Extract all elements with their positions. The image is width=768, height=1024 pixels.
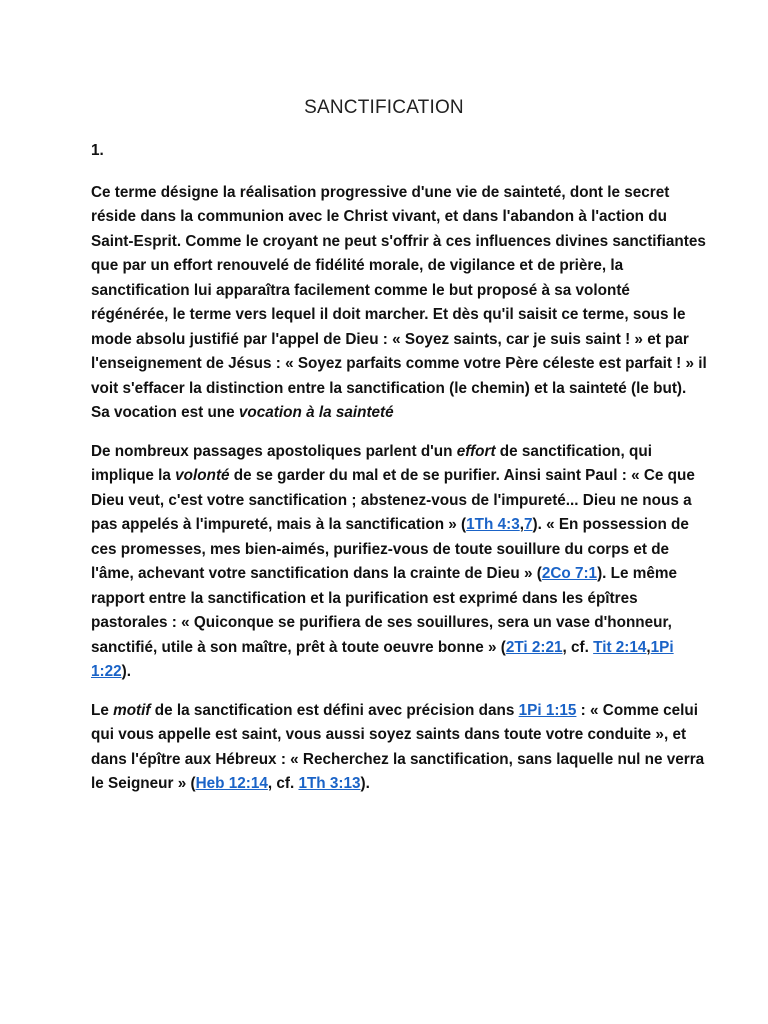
emphasis-effort: effort bbox=[456, 442, 496, 460]
paragraph-2-text-a: De nombreux passages apostoliques parlent d'un bbox=[91, 442, 457, 460]
ref-link-1th-3-13[interactable]: 1Th 3:13 bbox=[298, 775, 361, 792]
paragraph-2-text-d: ). « En possession de ces promesses, mes bien-aimés, purifiez-vous de toute souillure du corps et de l'âme, achevant votre sanctification dans la crainte de Dieu » ( bbox=[91, 516, 689, 582]
paragraph-2-text-c: de se garder du mal et de se purifier. Ainsi saint Paul : « Ce que Dieu veut, c'est votre sanctification ; abstenez-vous de l'impureté... Dieu ne nous a pas appelés à l'impureté, mais à la sanctification » ( bbox=[91, 467, 695, 533]
section-number: 1. bbox=[91, 142, 104, 159]
paragraph-1-emphasis: vocation à la sainteté bbox=[238, 404, 394, 421]
paragraph-3-text-e: ). bbox=[360, 775, 370, 792]
paragraph-2-text-e: ). Le même rapport entre la sanctification et la purification est exprimé dans les épîtres pastorales : « Quiconque se purifiera de ses souillures, sera un vase d'honneur, sanctifié, utile à son maître, prêt à toute oeuvre bonne » ( bbox=[91, 565, 677, 656]
separator: , bbox=[519, 516, 524, 533]
ref-link-1th-4-3[interactable]: 1Th 4:3 bbox=[466, 516, 520, 533]
separator: , bbox=[646, 638, 651, 656]
paragraph-2-text-g: ). bbox=[121, 663, 131, 680]
paragraph-2-text-b: de sanctification, qui implique la bbox=[91, 442, 652, 484]
ref-link-2co-7-1[interactable]: 2Co 7:1 bbox=[541, 565, 598, 582]
ref-link-7[interactable]: 7 bbox=[523, 516, 533, 533]
ref-link-tit-2-14[interactable]: Tit 2:14 bbox=[593, 638, 647, 656]
ref-link-2ti-2-21[interactable]: 2Ti 2:21 bbox=[505, 638, 563, 656]
ref-link-heb-12-14[interactable]: Heb 12:14 bbox=[195, 775, 268, 792]
paragraph-1 bbox=[91, 181, 709, 426]
paragraph-3-text-d: , cf. bbox=[267, 775, 299, 792]
paragraph-3 bbox=[91, 699, 709, 797]
ref-link-1pi-1-22[interactable]: 1Pi 1:22 bbox=[91, 638, 674, 680]
paragraph-3-text-a: Le bbox=[91, 701, 114, 719]
paragraph-3-text-b: de la sanctification est défini avec précision dans bbox=[150, 701, 519, 719]
emphasis-volonte: volonté bbox=[175, 467, 230, 484]
ref-link-1pi-1-15[interactable]: 1Pi 1:15 bbox=[518, 701, 577, 719]
paragraph-1-text: Ce terme désigne la réalisation progressive d'une vie de sainteté, dont le secret réside dans la communion avec le Christ vivant, et dans l'abandon à l'action du Saint-Esprit. Comme le croyant ne peut s'offrir à ces influences divines sanctifiantes que par un effort renouvelé de fidélité morale, de vigilance et de prière, la sanctification lui apparaîtra facilement comme le but proposé à sa volonté régénérée, le terme vers lequel il doit marcher. Et dès qu'il saisit ce terme, sous le mode absolu justifié par l'appel de Dieu : « Soyez saints, car je suis saint ! » et par l'enseignement de Jésus : « Soyez parfaits comme votre Père céleste est parfait ! » il voit s'effacer la distinction entre la sanctification (le chemin) et la sainteté (le but). Sa vocation est une bbox=[91, 183, 707, 421]
page-title: SANCTIFICATION bbox=[304, 97, 464, 118]
paragraph-2 bbox=[91, 440, 709, 685]
paragraph-3-text-c: : « Comme celui qui vous appelle est saint, vous aussi soyez saints dans toute votre conduite », et dans l'épître aux Hébreux : « Recherchez la sanctification, sans laquelle nul ne verra le Seigneur » ( bbox=[91, 701, 705, 792]
document-body bbox=[91, 139, 709, 811]
emphasis-motif: motif bbox=[113, 701, 151, 719]
paragraph-2-text-f: , cf. bbox=[562, 638, 594, 656]
